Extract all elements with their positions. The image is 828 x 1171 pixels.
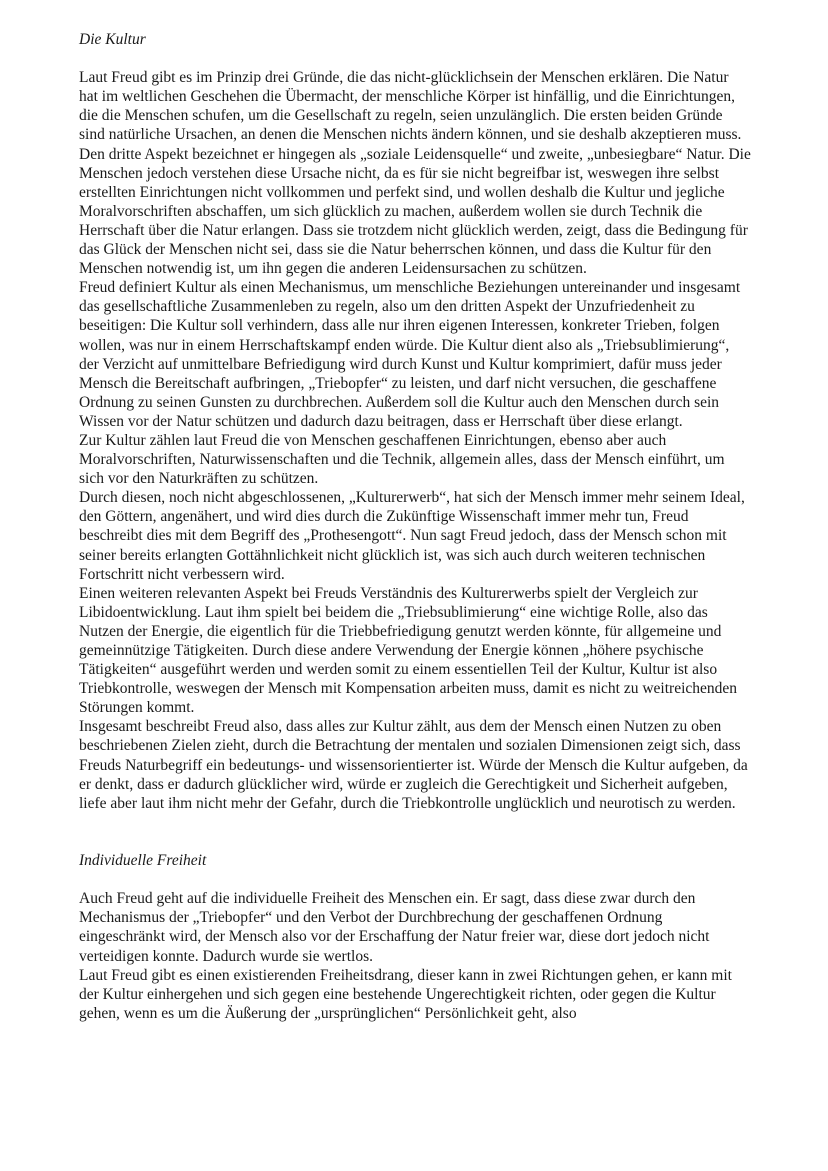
paragraph: Insgesamt beschreibt Freud also, dass alles zur Kultur zählt, aus dem der Mensch einen Nutzen zu oben beschriebenen Zielen zieht, durch die Betrachtung der mentalen und sozialen Dimensionen zeigt sich, dass Freuds Naturbegriff ein bedeutungs- und wissensorientierter ist. Würde der Mensch die Kultur aufgeben, da er denkt, dass er dadurch glücklicher wird, würde er zugleich die Gerechtigkeit und Sicherheit aufgeben, liefe aber laut ihm nicht mehr der Gefahr, durch die Triebkontrolle unglücklich und neurotisch zu werden. [79,718,748,812]
paragraph: Zur Kultur zählen laut Freud die von Menschen geschaffenen Einrichtungen, ebenso aber auch Moralvorschriften, Naturwissenschaften und die Technik, allgemein alles, dass der Mensch einführt, um sich vor den Naturkräften zu schützen. [79,431,725,488]
spacer [79,870,751,889]
paragraph: Laut Freud gibt es im Prinzip drei Gründe, die das nicht-glücklichsein der Menschen erklären. Die Natur hat im weltlichen Geschehen die Übermacht, der menschliche Körper ist hinfällig, und die Einrichtungen, die die Menschen schufen, um die Gesellschaft zu regeln, seien unzulänglich. Die ersten beiden Gründe sind natürliche Ursachen, an denen die Menschen nichts ändern können, und sie deshalb akzeptieren muss. Den dritte Aspekt bezeichnet er hingegen als „soziale Leidensquelle“ und zweite, „unbesiegbare“ Natur. Die Menschen jedoch verstehen diese Ursache nicht, da es für sie nicht begreifbar ist, weswegen ihre selbst erstellten Einrichtungen nicht vollkommen und perfekt sind, und wollen deshalb die Kultur und jegliche Moralvorschriften abschaffen, um sich glücklich zu machen, außerdem wollen sie durch Technik die Herrschaft über die Natur erlangen. Dass sie trotzdem nicht glücklich werden, zeigt, dass die Bedingung für das Glück der Menschen nicht sei, dass sie die Natur beherrschen können, und dass die Kultur für den Menschen notwendig ist, um ihn gegen die anderen Leidensursachen zu schützen. [79,69,751,278]
spacer [79,813,751,851]
section-heading-kultur: Die Kultur [79,31,146,48]
spacer [79,49,751,68]
paragraph: Laut Freud gibt es einen existierenden Freiheitsdrang, dieser kann in zwei Richtungen gehen, er kann mit der Kultur einhergehen und sich gegen eine bestehende Ungerechtigkeit richten, oder gegen die Kultur gehen, wenn es um die Äußerung der „ursprünglichen“ Persönlichkeit geht, also [79,966,732,1022]
paragraph: Durch diesen, noch nicht abgeschlossenen, „Kulturerwerb“, hat sich der Mensch immer mehr seinem Ideal, den Göttern, angenähert, und wird dies durch die Zukünftige Wissenschaft immer mehr tun, Freud beschreibt dies mit dem Begriff des „Prothesengott“. Nun sagt Freud jedoch, dass der Mensch schon mit seiner bereits erlangten Gottähnlichkeit nicht glücklich ist, was sich auch durch weiteren technischen Fortschritt nicht verbessern wird. [79,489,745,583]
document-page [79,30,751,1023]
paragraph: Freud definiert Kultur als einen Mechanismus, um menschliche Beziehungen untereinander und insgesamt das gesellschaftliche Zusammenleben zu regeln, also um den dritten Aspekt der Unzufriedenheit zu beseitigen: Die Kultur soll verhindern, dass alle nur ihren eigenen Interessen, konkreter Trieben, folgen wollen, was nur in einem Herrschaftskampf enden würde. Die Kultur dient also als „Triebsublimierung“, der Verzicht auf unmittelbare Befriedigung wird durch Kunst und Kultur komprimiert, dafür muss jeder Mensch die Bereitschaft aufbringen, „Triebopfer“ zu leisten, und darf nicht versuchen, die geschaffene Ordnung zu seinen Gunsten zu durchbrechen. Außerdem soll die Kultur auch den Menschen durch sein Wissen vor der Natur schützen und dadurch dazu beitragen, dass er Herrschaft über diese erlangt. [79,279,741,430]
paragraph: Einen weiteren relevanten Aspekt bei Freuds Verständnis des Kulturerwerbs spielt der Vergleich zur Libidoentwicklung. Laut ihm spielt bei beidem die „Triebsublimierung“ eine wichtige Rolle, also das Nutzen der Energie, die eigentlich für die Triebbefriedigung genutzt werden könnte, für allgemeine und gemeinnützige Tätigkeiten. Durch diese andere Verwendung der Energie können „höhere psychische Tätigkeiten“ ausgeführt werden und werden somit zu einem essentiellen Teil der Kultur, Kultur ist also Triebkontrolle, weswegen der Mensch mit Kompensation arbeiten muss, damit es nicht zu weitreichenden Störungen kommt. [79,584,738,717]
paragraph: Auch Freud geht auf die individuelle Freiheit des Menschen ein. Er sagt, dass diese zwar durch den Mechanismus der „Triebopfer“ und den Verbot der Durchbrechung der geschaffenen Ordnung eingeschränkt wird, der Mensch also vor der Erschaffung der Natur freier war, diese dort jedoch nicht verteidigen konnte. Dadurch wurde sie wertlos. [79,890,710,965]
section-heading-freiheit: Individuelle Freiheit [79,852,207,870]
